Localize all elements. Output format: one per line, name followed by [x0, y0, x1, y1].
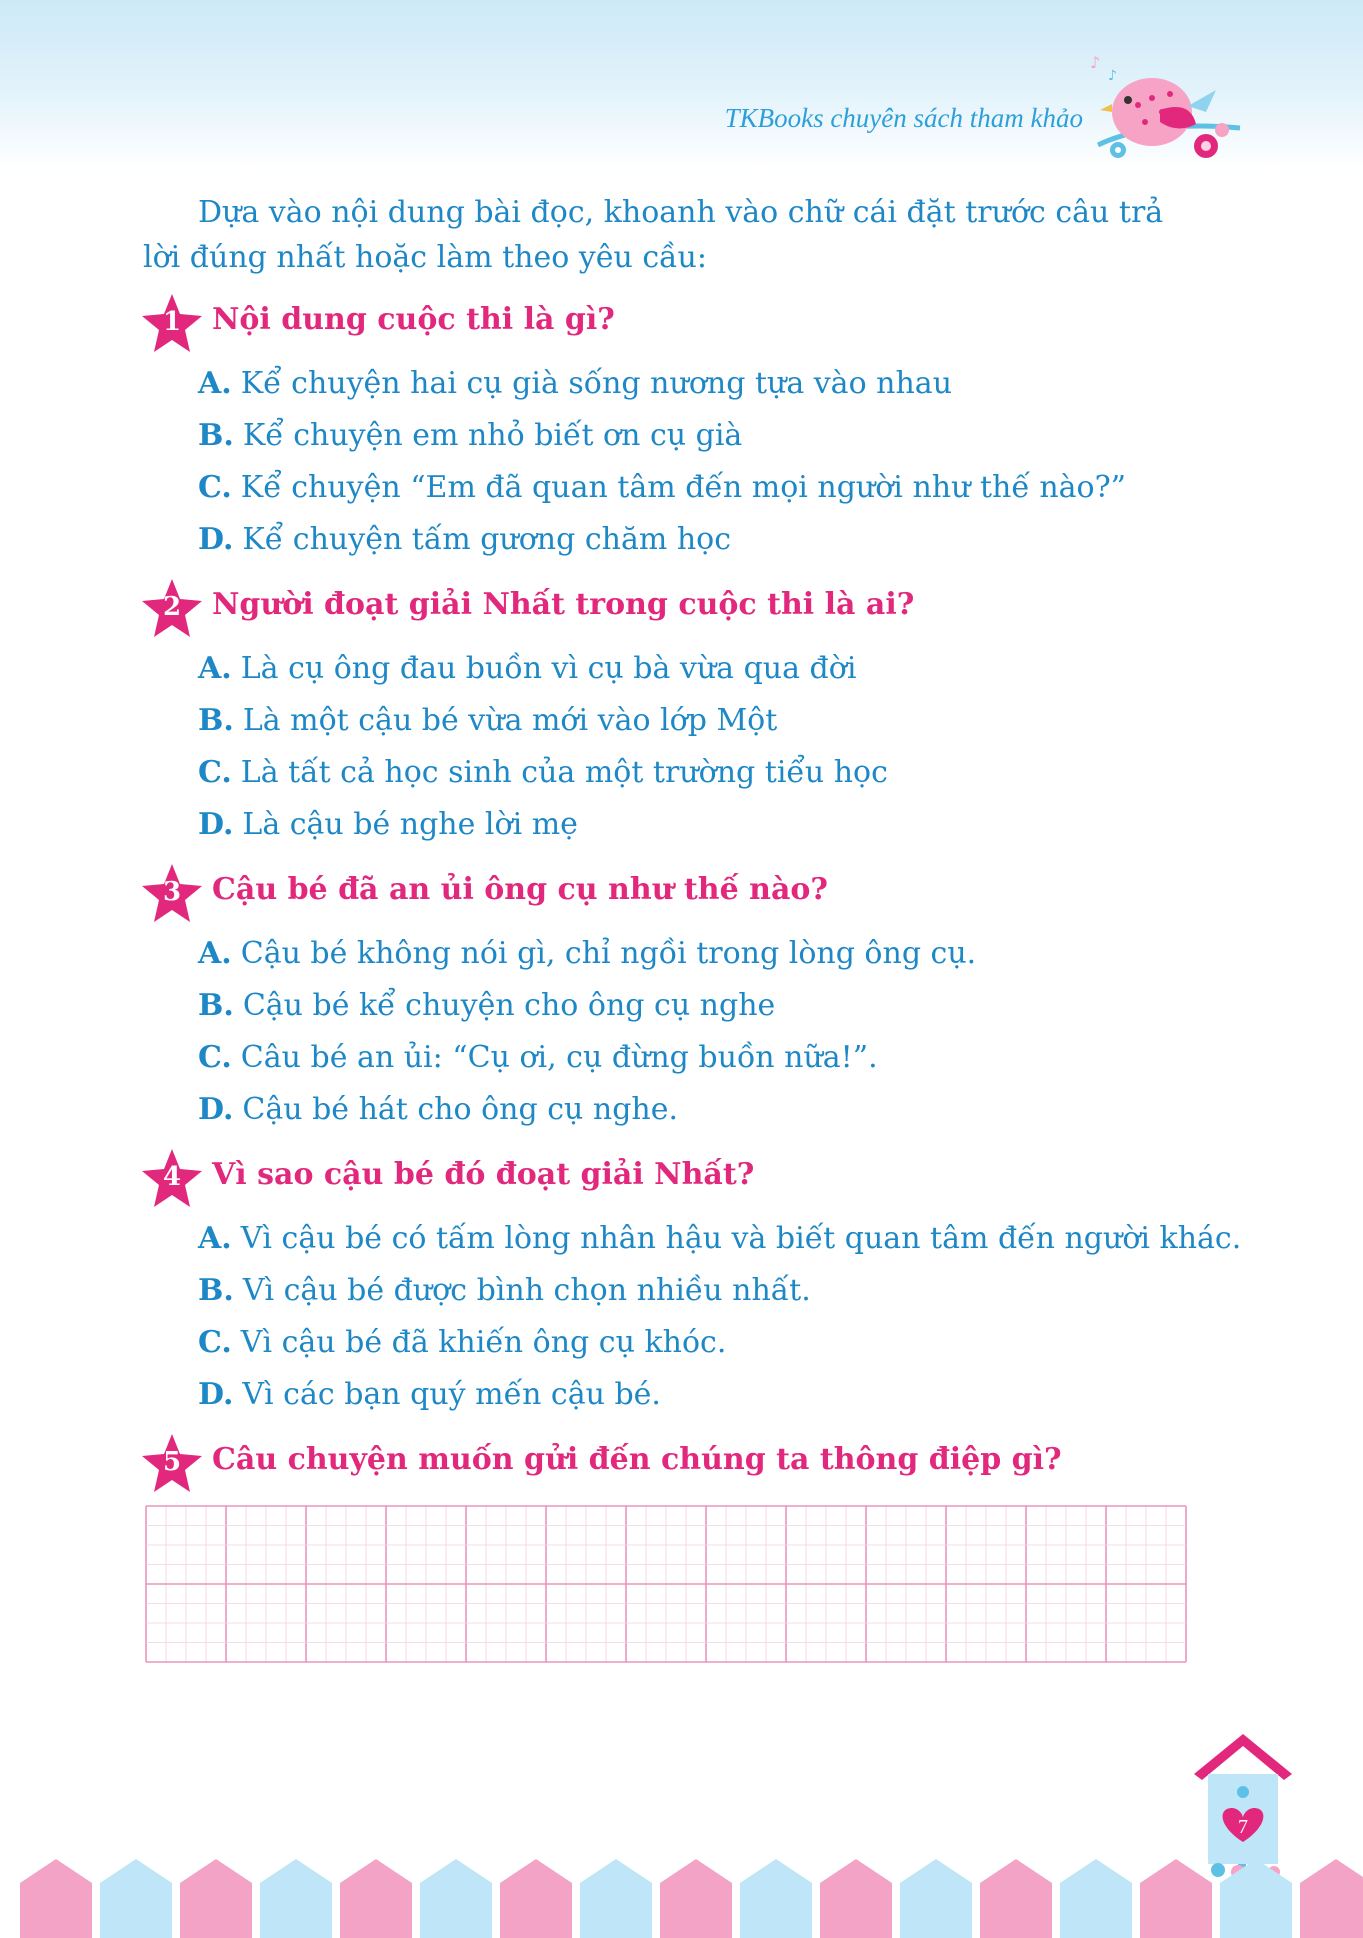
page-number: 7 [1238, 1816, 1248, 1838]
option-c[interactable]: C. Kể chuyện “Em đã quan tâm đến mọi người như thế nào?” [198, 470, 1127, 505]
question-1 [140, 292, 1126, 566]
option-d[interactable]: D. Là cậu bé nghe lời mẹ [198, 807, 578, 842]
option-b[interactable]: B. Kể chuyện em nhỏ biết ơn cụ già [198, 418, 743, 453]
option-b[interactable]: B. Vì cậu bé được bình chọn nhiều nhất. [198, 1273, 811, 1308]
svg-text:♪: ♪ [1108, 68, 1117, 84]
fence-picket [260, 1859, 332, 1938]
fence-picket [1220, 1859, 1292, 1938]
question-number: 2 [162, 592, 182, 622]
header-title: TKBooks chuyên sách tham khảo [724, 103, 1083, 133]
option-c[interactable]: C. Câu bé an ủi: “Cụ ơi, cụ đừng buồn nữa!”. [198, 1040, 878, 1075]
question-number: 3 [162, 877, 182, 907]
fence-picket [100, 1859, 172, 1938]
fence-picket [820, 1859, 892, 1938]
question-2 [140, 577, 915, 851]
fence-picket [20, 1859, 92, 1938]
question-title: Người đoạt giải Nhất trong cuộc thi là ai? [212, 587, 915, 622]
fence-picket [1140, 1859, 1212, 1938]
option-b[interactable]: B. Là một cậu bé vừa mới vào lớp Một [198, 703, 778, 738]
question-number: 5 [162, 1447, 182, 1477]
option-c[interactable]: C. Là tất cả học sinh của một trường tiểu học [198, 755, 888, 790]
fence-picket [580, 1859, 652, 1938]
option-a[interactable]: A. Cậu bé không nói gì, chỉ ngồi trong lòng ông cụ. [198, 936, 977, 971]
option-d[interactable]: D. Vì các bạn quý mến cậu bé. [198, 1377, 661, 1412]
option-b[interactable]: B. Cậu bé kể chuyện cho ông cụ nghe [198, 988, 776, 1023]
writing-grid[interactable] [145, 1505, 1187, 1663]
question-title: Nội dung cuộc thi là gì? [212, 302, 615, 337]
option-a[interactable]: A. Vì cậu bé có tấm lòng nhân hậu và biết quan tâm đến người khác. [198, 1221, 1242, 1256]
question-4 [140, 1147, 1241, 1421]
fence-picket [180, 1859, 252, 1938]
question-title: Câu chuyện muốn gửi đến chúng ta thông điệp gì? [212, 1442, 1062, 1477]
svg-text:♪: ♪ [1090, 53, 1101, 72]
option-a[interactable]: A. Là cụ ông đau buồn vì cụ bà vừa qua đời [198, 651, 857, 686]
fence-picket [660, 1859, 732, 1938]
fence-picket [1300, 1859, 1363, 1938]
fence-picket [980, 1859, 1052, 1938]
question-3 [140, 862, 976, 1136]
question-title: Vì sao cậu bé đó đoạt giải Nhất? [212, 1157, 755, 1192]
bird-icon [1090, 50, 1260, 190]
option-a[interactable]: A. Kể chuyện hai cụ già sống nương tựa vào nhau [198, 366, 953, 401]
question-title: Cậu bé đã an ủi ông cụ như thế nào? [212, 872, 828, 907]
fence-picket [420, 1859, 492, 1938]
option-d[interactable]: D. Kể chuyện tấm gương chăm học [198, 522, 732, 557]
fence-picket [740, 1859, 812, 1938]
option-d[interactable]: D. Cậu bé hát cho ông cụ nghe. [198, 1092, 679, 1127]
fence-picket [340, 1859, 412, 1938]
fence-picket [900, 1859, 972, 1938]
intro-text: Dựa vào nội dung bài đọc, khoanh vào chữ cái đặt trước câu trả lời đúng nhất hoặc làm theo yêu cầu: [143, 195, 1164, 275]
fence-decoration [0, 1855, 1363, 1938]
fence-picket [500, 1859, 572, 1938]
question-number: 1 [162, 307, 182, 337]
option-c[interactable]: C. Vì cậu bé đã khiến ông cụ khóc. [198, 1325, 727, 1360]
fence-picket [1060, 1859, 1132, 1938]
question-number: 4 [162, 1162, 182, 1192]
